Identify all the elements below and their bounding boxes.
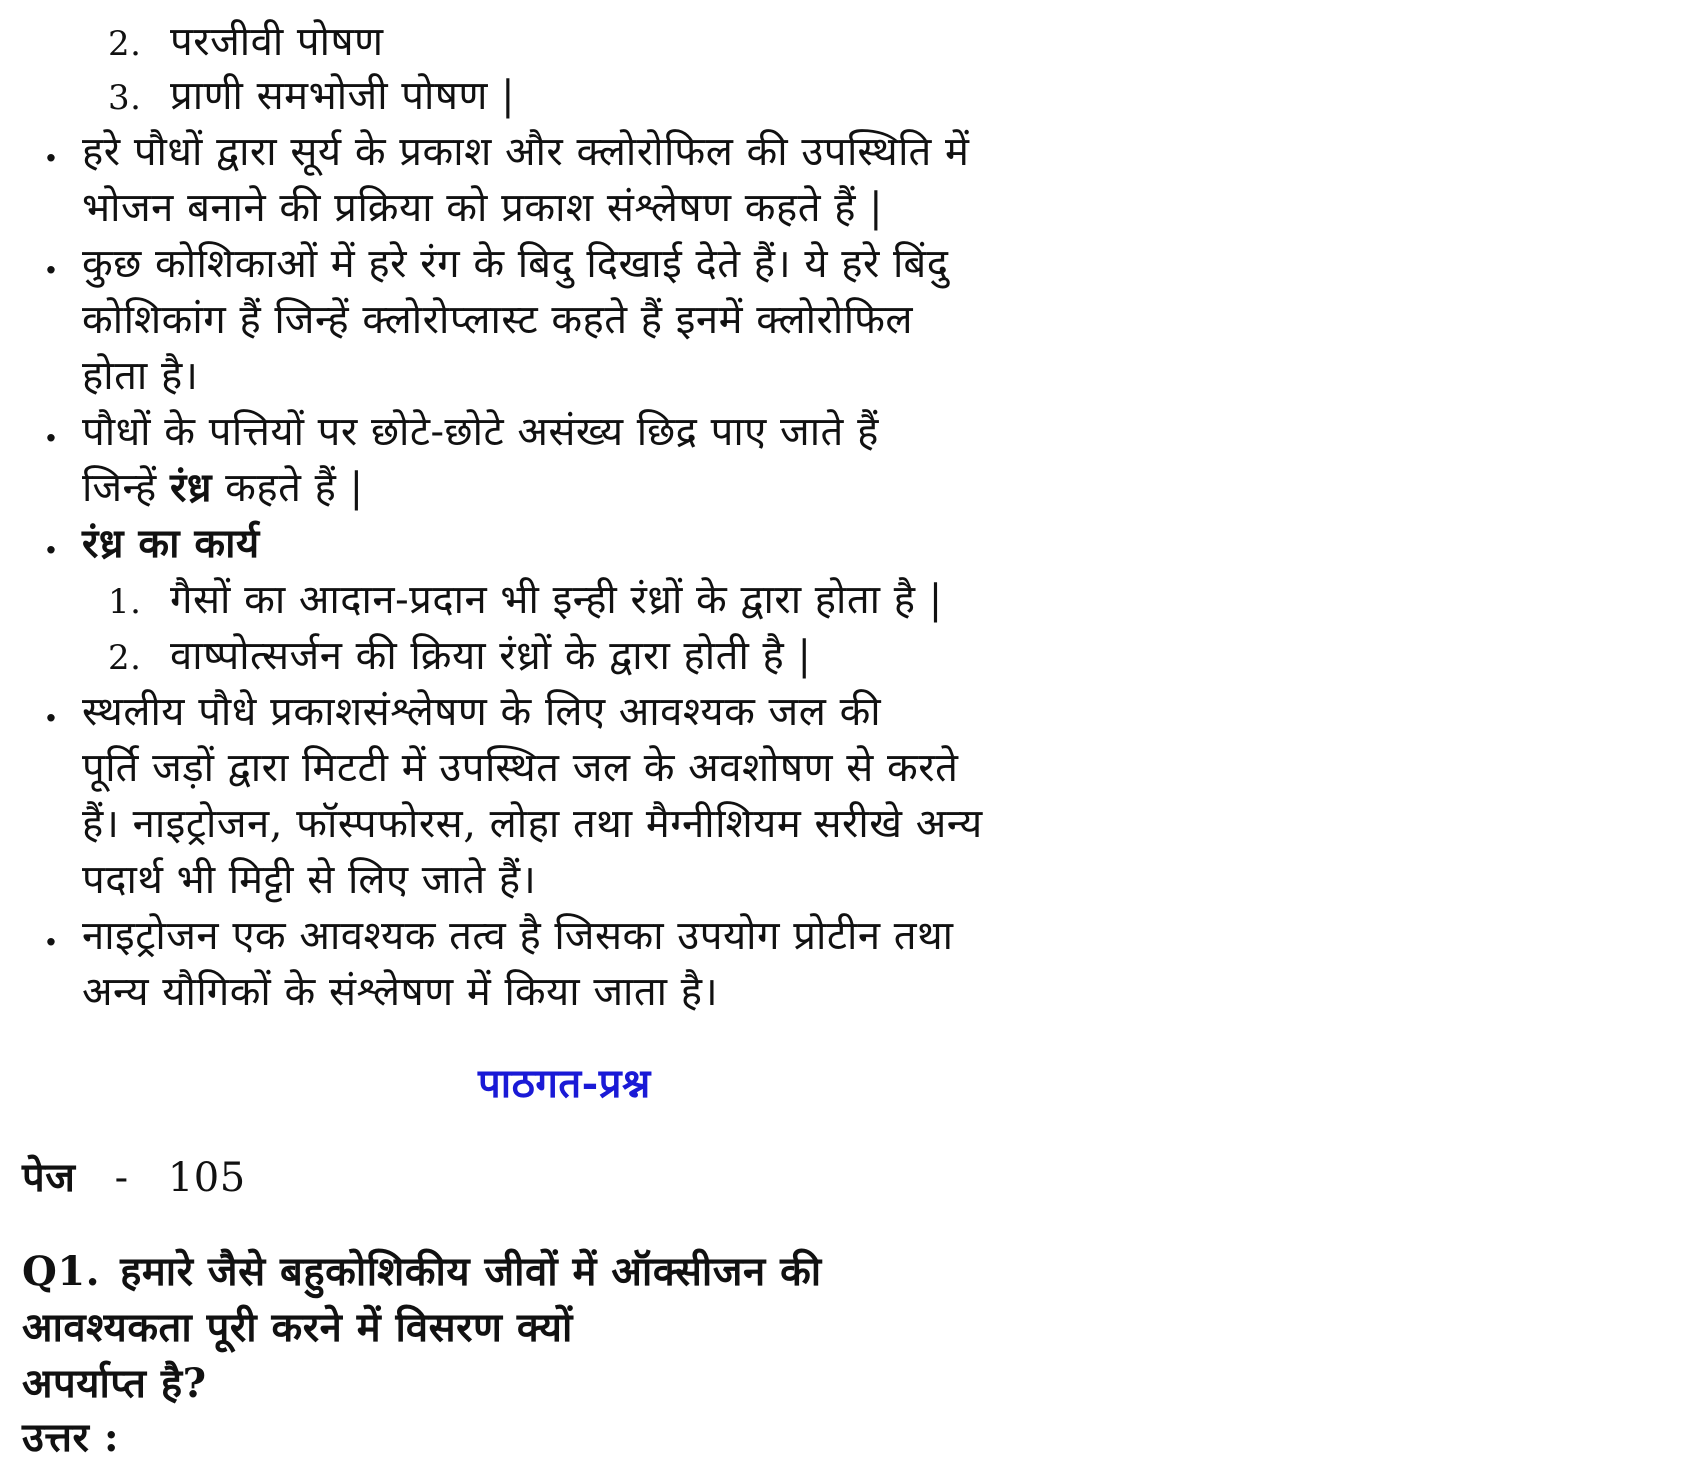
bullet-dot: . (44, 516, 58, 563)
paragraph-line (82, 460, 364, 516)
paragraph-line: स्थलीय पौधे प्रकाशसंश्लेषण के लिए आवश्यक जल की (82, 689, 882, 735)
question-line: आवश्यकता पूरी करने में विसरण क्यों (22, 1304, 573, 1351)
question-text: हमारे जैसे बहुकोशिकीय जीवों में ऑक्सीजन की (120, 1248, 822, 1295)
section-heading: पाठगत-प्रश्न (478, 1060, 651, 1107)
question-label: Q1. (22, 1248, 101, 1295)
answer-label: उत्तर : (22, 1414, 120, 1461)
bullet-dot: . (44, 908, 58, 955)
list-item (108, 628, 811, 686)
stomata-text-before: जिन्हें (82, 465, 170, 511)
paragraph-line: हरे पौधों द्वारा सूर्य के प्रकाश और क्लोरोफिल की उपस्थिति में (82, 129, 970, 175)
list-number: 2. (108, 638, 142, 678)
list-item (108, 14, 384, 72)
paragraph-line: अन्य यौगिकों के संश्लेषण में किया जाता है। (82, 969, 719, 1015)
list-text: परजीवी पोषण (170, 19, 384, 65)
page-label: पेज (22, 1154, 76, 1201)
page-reference (22, 1150, 246, 1206)
list-text: गैसों का आदान-प्रदान भी इन्ही रंध्रों के द्वारा होता है | (170, 577, 943, 623)
list-number: 1. (108, 582, 142, 622)
list-text: वाष्पोत्सर्जन की क्रिया रंध्रों के द्वारा होती है | (170, 633, 812, 679)
paragraph-line: कोशिकांग हैं जिन्हें क्लोरोप्लास्ट कहते हैं इनमें क्लोरोफिल (82, 297, 914, 343)
bullet-dot: . (44, 236, 58, 283)
question-line: अपर्याप्त है? (22, 1360, 207, 1407)
list-number: 3. (108, 78, 142, 118)
bullet-dot: . (44, 124, 58, 171)
paragraph-line: भोजन बनाने की प्रक्रिया को प्रकाश संश्लेषण कहते हैं | (82, 185, 884, 231)
list-number: 2. (108, 24, 142, 64)
page-dash: - (114, 1155, 129, 1201)
paragraph-line: हैं। नाइट्रोजन, फॉस्पफोरस, लोहा तथा मैग्नीशियम सरीखे अन्य (82, 801, 983, 847)
paragraph-line: नाइट्रोजन एक आवश्यक तत्व है जिसका उपयोग प्रोटीन तथा (82, 913, 954, 959)
paragraph-line: होता है। (82, 353, 199, 399)
paragraph-line: पदार्थ भी मिट्टी से लिए जाते हैं। (82, 857, 537, 903)
question-line (22, 1244, 822, 1300)
subsection-title: रंध्र का कार्य (82, 520, 260, 567)
bullet-dot: . (44, 404, 58, 451)
list-item (108, 68, 515, 126)
paragraph-line: कुछ कोशिकाओं में हरे रंग के बिदु दिखाई देते हैं। ये हरे बिंदु (82, 241, 949, 287)
page-number: 105 (167, 1155, 246, 1201)
list-text: प्राणी समभोजी पोषण | (170, 73, 516, 119)
stomata-term: रंध्र (169, 464, 212, 511)
list-item (108, 572, 943, 630)
paragraph-line: पौधों के पत्तियों पर छोटे-छोटे असंख्य छिद्र पाए जाते हैं (82, 409, 879, 455)
bullet-dot: . (44, 684, 58, 731)
stomata-text-after: कहते हैं | (211, 465, 364, 511)
paragraph-line: पूर्ति जड़ों द्वारा मिटटी में उपस्थित जल के अवशोषण से करते (82, 745, 959, 791)
